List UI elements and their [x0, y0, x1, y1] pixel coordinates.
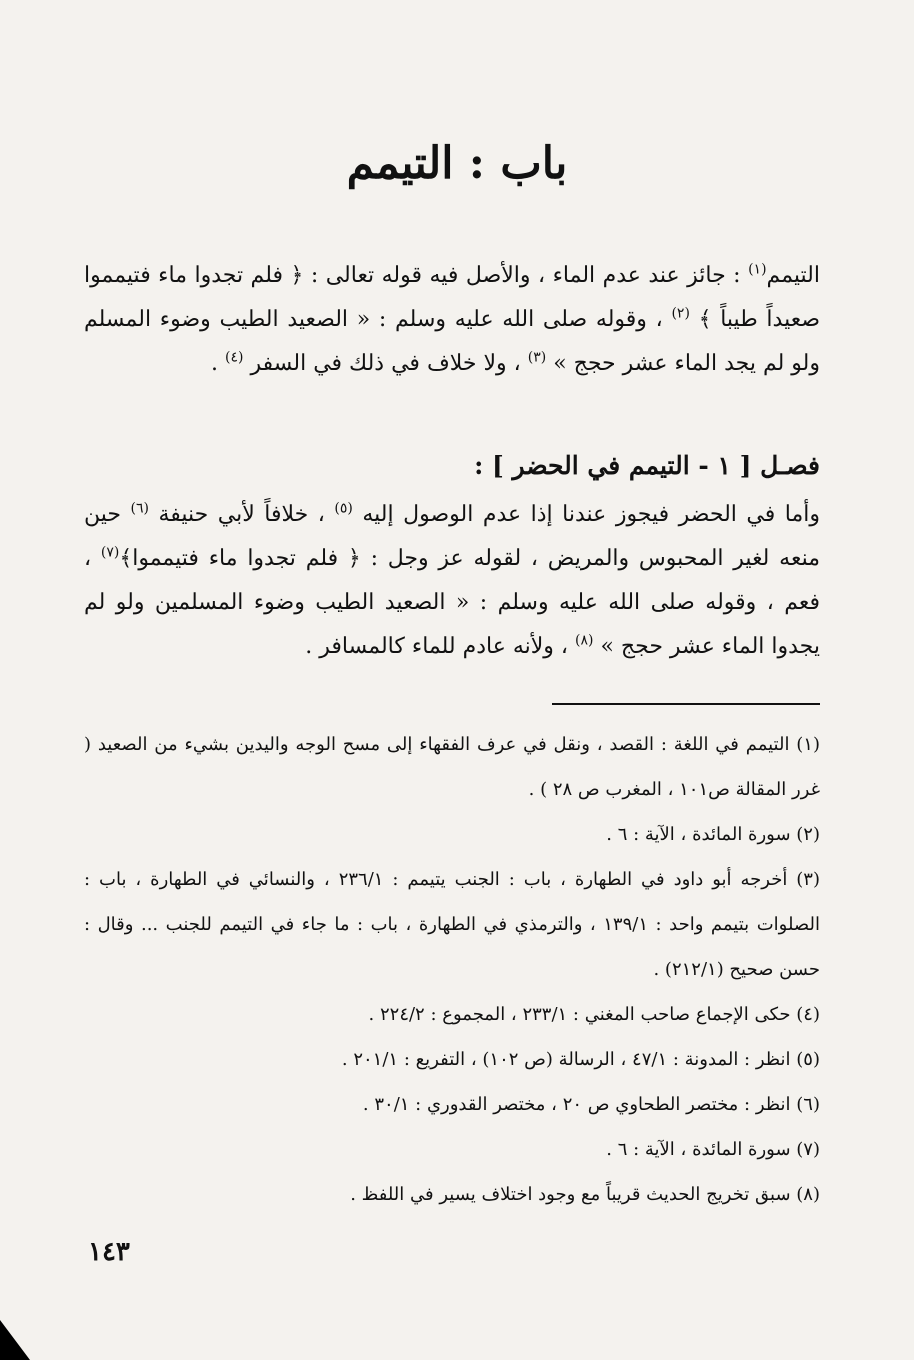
paragraph-section	[84, 493, 820, 669]
footnote-7: (٧) سورة المائدة ، الآية : ٦ .	[606, 1139, 820, 1160]
paragraph-text: التيمم	[766, 263, 820, 288]
paragraph-text: : جائز عند عدم الماء ، والأصل فيه قوله تعالى : ﴿ فلم تجدوا ماء فتيمموا صعيداً طيباً ﴾	[84, 263, 821, 332]
paragraph-text: ، وقوله صلى الله عليه وسلم : « الصعيد الطيب وضوء المسلم ولو لم يجد الماء عشر حجج »	[84, 307, 820, 376]
section-heading: فصـل [ ١ - التيمم في الحضر ] :	[474, 451, 820, 480]
paragraph-text: ، ولأنه عادم للماء كالمسافر .	[305, 634, 576, 659]
footnote-6: (٦) انظر : مختصر الطحاوي ص ٢٠ ، مختصر القدوري : ٣٠/١ .	[362, 1094, 820, 1115]
footnote-ref: (٦)	[130, 500, 149, 517]
footnote-ref: (٥)	[334, 500, 353, 517]
footnote-ref: (١)	[748, 261, 767, 278]
paragraph-text: ، خلافاً لأبي حنيفة	[148, 502, 335, 527]
page-number: ١٤٣	[88, 1237, 130, 1267]
footnote-ref: (٨)	[575, 632, 594, 649]
footnote-ref: (٤)	[225, 349, 244, 366]
footnotes-list	[84, 722, 820, 1217]
footnote-2: (٢) سورة المائدة ، الآية : ٦ .	[606, 824, 820, 845]
footnote-ref: (٢)	[671, 305, 690, 322]
footnote-8: (٨) سبق تخريج الحديث قريباً مع وجود اختلاف يسير في اللفظ .	[350, 1184, 820, 1205]
paragraph-main	[84, 254, 820, 386]
paragraph-text: ، ولا خلاف في ذلك في السفر	[243, 351, 528, 376]
chapter-title: باب : التيمم	[346, 138, 568, 189]
footnote-3: (٣) أخرجه أبو داود في الطهارة ، باب : الجنب يتيمم : ٢٣٦/١ ، والنسائي في الطهارة ، باب : الصلوات بتيمم واحد : ١٣٩/١ ، والترمذي في الطهارة ، باب : ما جاء في التيمم للجنب ... وقال : حسن صحيح (٢١٢/١) .	[84, 869, 821, 980]
footnote-ref: (٣)	[527, 349, 547, 366]
footnote-1: (١) التيمم في اللغة : القصد ، ونقل في عرف الفقهاء إلى مسح الوجه واليدين بشيء من الصعيد ( غرر المقالة ص١٠١ ، المغرب ص ٢٨ ) .	[84, 734, 820, 800]
footnote-ref: (٧)	[100, 544, 120, 561]
paragraph-text: حين منعه لغير المحبوس والمريض ، لقوله عز وجل : ﴿ فلم تجدوا ماء فتيمموا﴾	[84, 502, 820, 571]
paragraph-text: ، فعم ، وقوله صلى الله عليه وسلم : « الصعيد الطيب وضوء المسلمين ولو لم يجدوا الماء عشر حجج »	[84, 546, 820, 659]
footnote-4: (٤) حكى الإجماع صاحب المغني : ٢٣٣/١ ، المجموع : ٢٢٤/٢ .	[368, 1004, 820, 1025]
footnote-divider	[552, 703, 820, 705]
footnote-5: (٥) انظر : المدونة : ٤٧/١ ، الرسالة (ص ١٠٢) ، التفريع : ٢٠١/١ .	[341, 1049, 820, 1070]
page-corner-mark	[0, 1320, 30, 1360]
paragraph-text: وأما في الحضر فيجوز عندنا إذا عدم الوصول إليه	[352, 502, 820, 527]
paragraph-text: .	[211, 351, 226, 376]
